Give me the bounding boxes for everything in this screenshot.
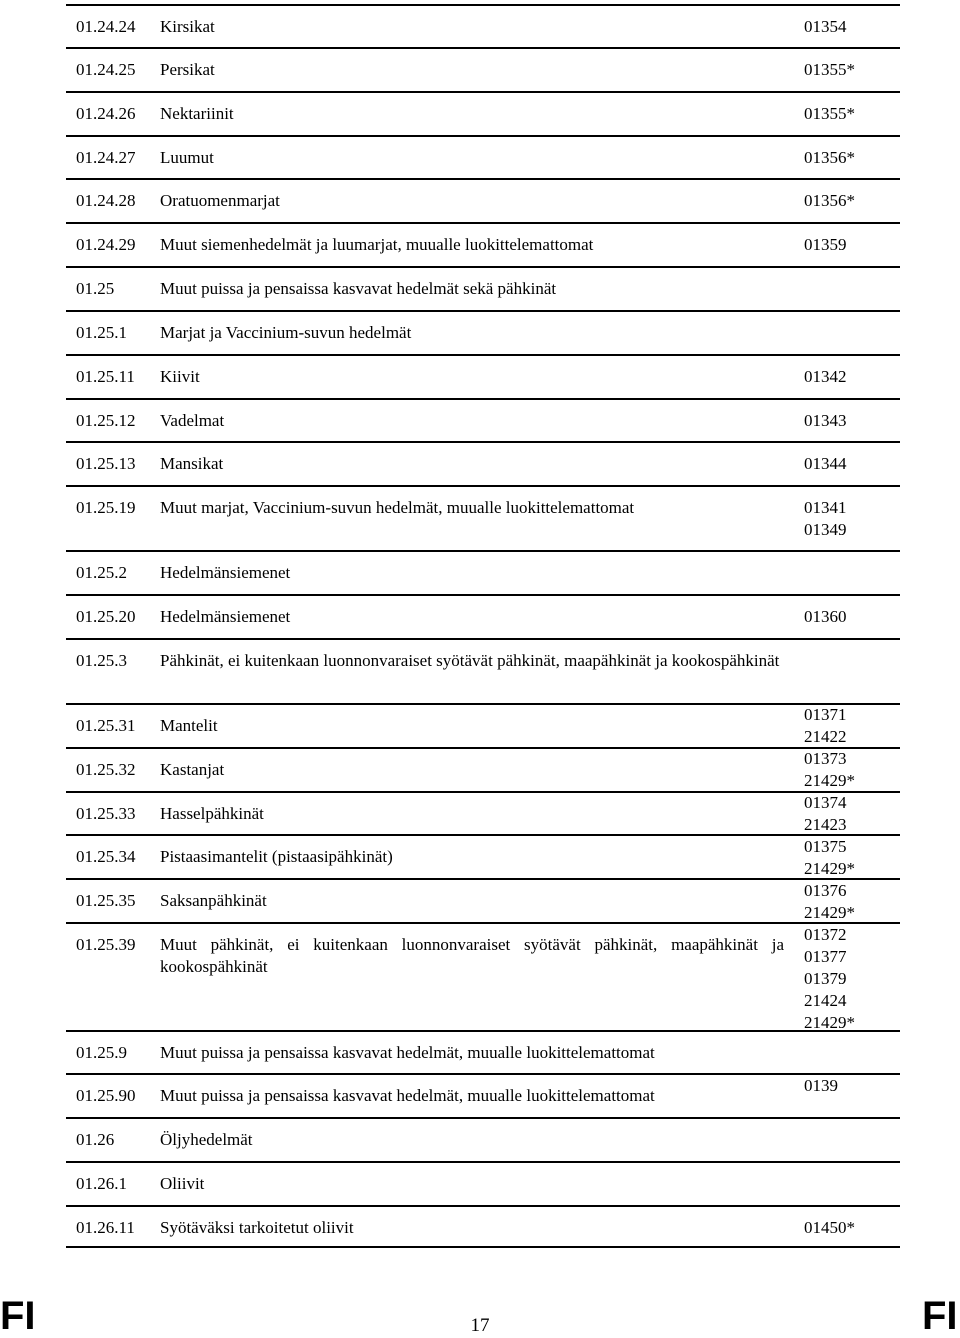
row-description: Pähkinät, ei kuitenkaan luonnonvaraiset syötävät pähkinät, maapähkinät ja kookospähkinät (160, 651, 780, 670)
row-code: 01.25.1 (76, 323, 127, 342)
table-row (66, 354, 900, 398)
row-description: Kirsikat (160, 17, 215, 36)
table-row (66, 1117, 900, 1161)
table-row (66, 266, 900, 310)
table-row (66, 485, 900, 551)
table-row (66, 1205, 900, 1247)
row-code: 01.25.12 (76, 411, 136, 430)
table-row (66, 791, 900, 835)
reference-line: 01379 (804, 969, 847, 988)
table-row (66, 441, 900, 485)
row-code: 01.25.20 (76, 607, 136, 626)
table-row (66, 398, 900, 442)
row-description: Muut marjat, Vaccinium-suvun hedelmät, muualle luokittelemattomat (160, 498, 635, 517)
table-row (66, 922, 900, 1030)
row-code: 01.25.13 (76, 454, 136, 473)
page-number: 17 (470, 1315, 490, 1336)
reference-line: 01377 (804, 947, 847, 966)
row-code: 01.26.1 (76, 1174, 127, 1193)
reference-line: 01341 (804, 498, 847, 517)
row-description: Hedelmänsiemenet (160, 607, 291, 626)
row-description: Hasselpähkinät (160, 804, 264, 823)
row-reference: 01359 (804, 235, 847, 254)
row-code: 01.24.28 (76, 191, 136, 210)
row-code: 01.24.24 (76, 17, 136, 36)
reference-line: 01349 (804, 520, 847, 539)
row-code: 01.25.2 (76, 563, 127, 582)
row-description: Luumut (160, 148, 214, 167)
misc-fruit-reference: 0139 (804, 1076, 838, 1095)
row-description: Kiivit (160, 367, 200, 386)
row-description: Pistaasimantelit (pistaasipähkinät) (160, 847, 393, 866)
row-description: Mantelit (160, 716, 218, 735)
table-bottom-rule (66, 1246, 900, 1248)
row-code: 01.25.34 (76, 847, 136, 866)
reference-line: 01375 (804, 837, 847, 856)
table-row (66, 178, 900, 222)
row-description: Nektariinit (160, 104, 234, 123)
row-description: Muut puissa ja pensaissa kasvavat hedelmät, muualle luokittelemattomat (160, 1043, 655, 1062)
row-description: Persikat (160, 60, 215, 79)
reference-line: 01374 (804, 793, 847, 812)
row-code: 01.25.35 (76, 891, 136, 910)
row-description: Saksanpähkinät (160, 891, 267, 910)
row-code: 01.25.33 (76, 804, 136, 823)
row-description: Muut puissa ja pensaissa kasvavat hedelmät sekä pähkinät (160, 279, 557, 298)
reference-line: 01373 (804, 749, 847, 768)
row-description: Vadelmat (160, 411, 225, 430)
row-code: 01.24.25 (76, 60, 136, 79)
table-row (66, 834, 900, 878)
row-code: 01.25.3 (76, 651, 127, 670)
row-reference: 01356* (804, 191, 855, 210)
table-row (66, 222, 900, 266)
reference-line: 21429* (804, 1013, 855, 1032)
reference-line: 21429* (804, 859, 855, 878)
footer-language-left: FI (0, 1294, 36, 1338)
row-code: 01.25 (76, 279, 115, 298)
row-reference (804, 497, 847, 541)
table-row (66, 4, 900, 48)
row-code: 01.25.19 (76, 498, 136, 517)
row-code: 01.25.31 (76, 716, 136, 735)
row-description: Syötäväksi tarkoitetut oliivit (160, 1218, 354, 1237)
row-description: Öljyhedelmät (160, 1130, 253, 1149)
row-reference: 01343 (804, 411, 847, 430)
row-reference: 01355* (804, 60, 855, 79)
table-row (66, 1073, 900, 1117)
table-row (66, 550, 900, 594)
row-description: Oratuomenmarjat (160, 191, 280, 210)
row-code: 01.25.32 (76, 760, 136, 779)
table-row (66, 310, 900, 354)
row-reference: 01344 (804, 454, 847, 473)
nut-references (804, 704, 855, 1034)
reference-line: 21424 (804, 991, 847, 1010)
table-row (66, 47, 900, 91)
row-reference: 01354 (804, 17, 847, 36)
reference-line: 01372 (804, 925, 847, 944)
table-row (66, 703, 900, 747)
row-code: 01.25.90 (76, 1086, 136, 1105)
row-reference: 01360 (804, 607, 847, 626)
table-row (66, 638, 900, 704)
row-description: Muut siemenhedelmät ja luumarjat, muualle luokittelemattomat (160, 235, 594, 254)
row-reference: 01355* (804, 104, 855, 123)
table-row (66, 594, 900, 638)
row-code: 01.26 (76, 1130, 115, 1149)
row-description: Muut pähkinät, ei kuitenkaan luonnonvaraiset syötävät pähkinät, maapähkinät ja kookospähkinät (160, 935, 784, 976)
row-code: 01.24.26 (76, 104, 136, 123)
row-reference: 01342 (804, 367, 847, 386)
row-description: Marjat ja Vaccinium-suvun hedelmät (160, 323, 412, 342)
table-row (66, 1030, 900, 1074)
row-code: 01.26.11 (76, 1218, 135, 1237)
row-code: 01.24.29 (76, 235, 136, 254)
row-code: 01.25.9 (76, 1043, 127, 1062)
row-code: 01.24.27 (76, 148, 136, 167)
table-row (66, 747, 900, 791)
row-description: Oliivit (160, 1174, 205, 1193)
reference-line: 21429* (804, 903, 855, 922)
row-code: 01.25.39 (76, 935, 136, 954)
table-row (66, 1161, 900, 1205)
reference-line: 01371 (804, 705, 847, 724)
table-row (66, 878, 900, 922)
reference-line: 21423 (804, 815, 847, 834)
table-row (66, 135, 900, 179)
row-description: Hedelmänsiemenet (160, 563, 291, 582)
row-reference: 01450* (804, 1218, 855, 1237)
reference-line: 01376 (804, 881, 847, 900)
reference-line: 21429* (804, 771, 855, 790)
footer-language-right: FI (922, 1294, 958, 1338)
row-description: Muut puissa ja pensaissa kasvavat hedelmät, muualle luokittelemattomat (160, 1086, 655, 1105)
reference-line: 21422 (804, 727, 847, 746)
row-description: Mansikat (160, 454, 224, 473)
row-reference: 01356* (804, 148, 855, 167)
table-row (66, 91, 900, 135)
row-code: 01.25.11 (76, 367, 135, 386)
row-description: Kastanjat (160, 760, 225, 779)
